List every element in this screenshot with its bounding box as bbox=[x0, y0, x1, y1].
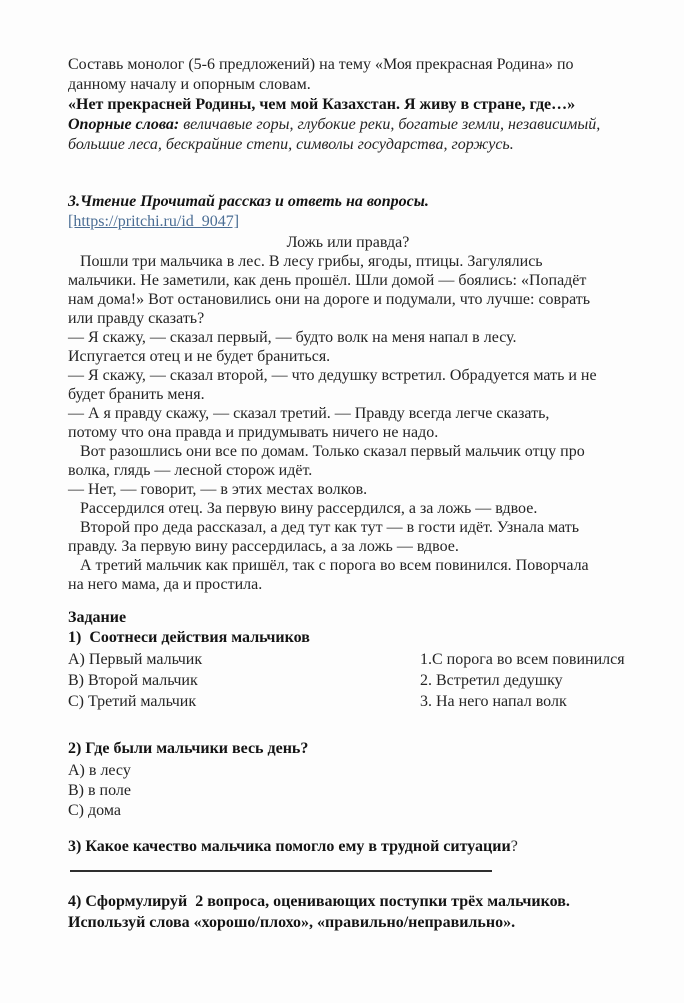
story-hyperlink[interactable]: [https://pritchi.ru/id_9047] bbox=[68, 213, 240, 230]
keywords-line2: большие леса, бескрайние степи, символы государства, горжусь. bbox=[68, 136, 514, 153]
story-line: — Я скажу, — сказал первый, — будто волк на меня напал в лесу. bbox=[68, 329, 517, 346]
keywords-part1: величавые горы, глубокие реки, богатые земли, независимый, bbox=[179, 116, 601, 133]
story-line: будет бранить меня. bbox=[68, 386, 205, 403]
story-line: Пошли три мальчика в лес. В лесу грибы, ягоды, птицы. Загулялись bbox=[68, 253, 543, 270]
q3-question-mark: ? bbox=[510, 838, 518, 855]
q2-option-a: А) в лесу bbox=[68, 762, 131, 779]
match-row bbox=[68, 649, 634, 670]
question-2-options bbox=[68, 761, 131, 821]
story-line: Второй про деда рассказал, а дед тут как тут — в гости идёт. Узнала мать bbox=[68, 519, 580, 536]
story-line: Испугается отец и не будет браниться. bbox=[68, 348, 331, 365]
assignment-heading: Задание bbox=[68, 609, 127, 626]
question-4-line2: Используй слова «хорошо/плохо», «правильно/неправильно». bbox=[68, 914, 516, 931]
story-line: — А я правду скажу, — сказал третий. — Правду всегда легче сказать, bbox=[68, 405, 550, 422]
story-line: правду. За первую вину рассердилась, а за ложь — вдвое. bbox=[68, 538, 459, 555]
match-option-a: А) Первый мальчик bbox=[68, 651, 203, 668]
match-row bbox=[68, 670, 634, 691]
story-line: потому что она правда и придумывать ничего не надо. bbox=[68, 424, 439, 441]
question-4-line1: 4) Сформулируй 2 вопроса, оценивающих поступки трёх мальчиков. bbox=[68, 893, 570, 910]
match-answer-3: 3. На него напал волк bbox=[420, 693, 567, 710]
story-body bbox=[68, 252, 634, 594]
monologue-task-section bbox=[68, 55, 634, 155]
task-intro-line1: Составь монолог (5-6 предложений) на тему «Моя прекрасная Родина» по bbox=[68, 56, 574, 73]
question-3-label bbox=[68, 837, 518, 857]
story-line: Рассердился отец. За первую вину рассердился, а за ложь — вдвое. bbox=[68, 500, 538, 517]
question-2-label: 2) Где были мальчики весь день? bbox=[68, 740, 309, 757]
story-line: нам дома!» Вот остановились они на дороге и подумали, что лучше: соврать bbox=[68, 291, 591, 308]
story-line: на него мама, да и простила. bbox=[68, 576, 263, 593]
story-line: Вот разошлись они все по домам. Только сказал первый мальчик отцу про bbox=[68, 443, 585, 460]
match-option-c: С) Третий мальчик bbox=[68, 693, 197, 710]
task-quote: «Нет прекрасней Родины, чем мой Казахстан. Я живу в стране, где…» bbox=[68, 96, 576, 113]
question-1-label: 1) Соотнеси действия мальчиков bbox=[68, 629, 310, 646]
story-line: волка, глядь — лесной сторож идёт. bbox=[68, 462, 313, 479]
match-answer-1: 1.С порога во всем повинился bbox=[420, 651, 625, 668]
keywords-label: Опорные слова: bbox=[68, 116, 180, 133]
question-4 bbox=[68, 891, 570, 933]
story-title: Ложь или правда? bbox=[286, 234, 410, 251]
story-line: или правду сказать? bbox=[68, 310, 205, 327]
match-option-b: В) Второй мальчик bbox=[68, 672, 198, 689]
q3-text: 3) Какое качество мальчика помогло ему в трудной ситуации bbox=[68, 838, 511, 855]
match-row bbox=[68, 691, 634, 712]
story-line: — Я скажу, — сказал второй, — что дедушку встретил. Обрадуется мать и не bbox=[68, 367, 597, 384]
task-intro-line2: данному началу и опорным словам. bbox=[68, 76, 311, 93]
match-answer-2: 2. Встретил дедушку bbox=[420, 672, 563, 689]
reading-task-heading: 3.Чтение Прочитай рассказ и ответь на вопросы. bbox=[68, 193, 429, 210]
answer-blank-line bbox=[70, 858, 492, 872]
story-line: мальчики. Не заметили, как день прошёл. Шли домой — боялись: «Попадёт bbox=[68, 272, 587, 289]
story-line: — Нет, — говорит, — в этих местах волков. bbox=[68, 481, 368, 498]
q2-option-c: С) дома bbox=[68, 802, 121, 819]
story-line: А третий мальчик как пришёл, так с порога во всем повинился. Поворчала bbox=[68, 557, 589, 574]
keywords-line1 bbox=[68, 115, 634, 135]
question-1-matching bbox=[68, 649, 634, 712]
q2-option-b: В) в поле bbox=[68, 782, 131, 799]
